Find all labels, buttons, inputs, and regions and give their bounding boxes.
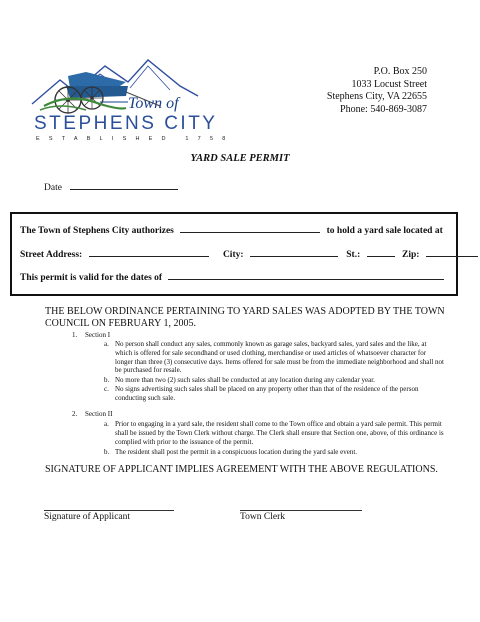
city-label: City:	[222, 250, 244, 260]
ordinance-item: No signs advertising such sales shall be placed on any property other than that of the residence of the person conducting such sale.	[115, 385, 419, 402]
ordinance-heading: THE BELOW ORDINANCE PERTAINING TO YARD SALES WAS ADOPTED BY THE TOWN COUNCIL ON FEBRUARY 1, 2005.	[45, 306, 445, 329]
item-letter: b.	[104, 448, 110, 456]
section-title: Section II	[85, 410, 113, 418]
authorizes-suffix: to hold a yard sale located at	[326, 226, 443, 236]
address-line: 1033 Locust Street	[351, 78, 427, 90]
ordinance-item: Prior to engaging in a yard sale, the resident shall come to the Town office and obtain a yard sale permit. This permit shall be issued by the Town Clerk without charge. The Clerk shall ensure that Section one, above, of this ordinance is complied with prior to the issuance of the permit.	[115, 420, 444, 446]
logo-town-name: STEPHENS CITY	[34, 113, 218, 134]
valid-dates-label: This permit is valid for the dates of	[20, 273, 163, 283]
ordinance-item: The resident shall post the permit in a conspicuous location during the yard sale event.	[115, 448, 358, 456]
agreement-statement: SIGNATURE OF APPLICANT IMPLIES AGREEMENT WITH THE ABOVE REGULATIONS.	[45, 464, 438, 475]
item-letter: b.	[104, 376, 110, 384]
date-label: Date	[44, 183, 62, 193]
address-line: P.O. Box 250	[373, 66, 427, 77]
address-line: Stephens City, VA 22655	[326, 91, 427, 102]
city-field[interactable]	[250, 247, 338, 257]
date-field[interactable]	[70, 180, 178, 190]
permit-info-box	[10, 212, 458, 296]
section-number: 1.	[72, 331, 78, 339]
state-label: St.:	[346, 250, 361, 260]
address-phone: Phone: 540-869-3087	[340, 103, 427, 115]
page-title: YARD SALE PERMIT	[190, 153, 290, 164]
logo-town-of: Town of	[128, 95, 179, 112]
zip-field[interactable]	[426, 247, 478, 257]
logo-established: ESTABLISHED 1758	[36, 136, 235, 142]
item-letter: c.	[104, 385, 109, 393]
applicant-name-field[interactable]	[180, 223, 320, 233]
street-label: Street Address:	[20, 250, 83, 260]
date-field-row	[44, 180, 178, 193]
section-1-title	[72, 331, 110, 340]
town-clerk-label: Town Clerk	[240, 512, 285, 522]
section-2-title	[72, 410, 112, 419]
item-letter: a.	[104, 340, 109, 348]
valid-dates-row	[20, 270, 444, 283]
section-number: 2.	[72, 410, 78, 418]
town-address	[327, 66, 427, 116]
town-clerk-signature-field[interactable]	[240, 510, 362, 511]
ordinance-item: No more than two (2) such sales shall be conducted at any location during any calendar year.	[115, 376, 375, 384]
item-letter: a.	[104, 420, 109, 428]
section-title: Section I	[85, 331, 111, 339]
address-row	[20, 247, 478, 260]
applicant-signature-field[interactable]	[44, 510, 174, 511]
street-address-field[interactable]	[89, 247, 209, 257]
state-field[interactable]	[367, 247, 395, 257]
valid-dates-field[interactable]	[168, 270, 444, 280]
ordinance-item: No person shall conduct any sales, commonly known as garage sales, backyard sales, yard sales and the like, at which is offered for sale secondhand or used clothing, merchandise or used articles of whatsoever character for longer than three (3) consecutive days. Items offered for sale must be from the immediate neighborhood and shall not be purchased for resale.	[115, 340, 444, 375]
authorizes-row	[20, 223, 443, 236]
zip-label: Zip:	[402, 250, 420, 260]
authorizes-prefix: The Town of Stephens City authorizes	[20, 226, 174, 236]
applicant-signature-label: Signature of Applicant	[44, 512, 131, 522]
